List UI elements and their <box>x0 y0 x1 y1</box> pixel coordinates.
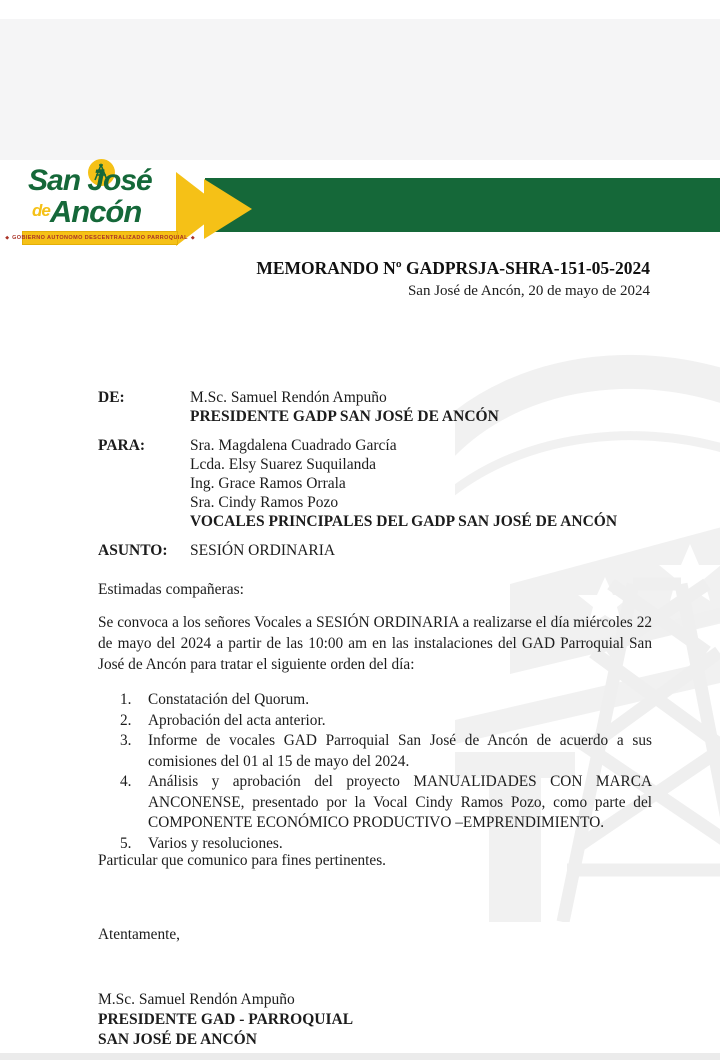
field-de-lines <box>190 388 499 426</box>
logo-name-line1-text: San José <box>28 164 152 197</box>
agenda-item-2: Aprobación del acta anterior. <box>148 711 326 729</box>
field-label-de: DE: <box>98 389 125 406</box>
de-name: M.Sc. Samuel Rendón Ampuño <box>190 389 387 406</box>
field-row-de <box>98 388 658 426</box>
field-asunto-lines <box>190 541 335 560</box>
ancon-logo <box>5 164 195 245</box>
agenda-item-4: Análisis y aprobación del proyecto MANUALIDADES CON MARCA ANCONENSE, presentado por la Vocal Cindy Ramos Pozo, como parte del COMPONENTE ECONÓMICO PRODUCTIVO –EMPRENDIMIENTO. <box>148 773 652 831</box>
asunto-value: SESIÓN ORDINARIA <box>190 542 336 559</box>
para-recipient-1: Sra. Magdalena Cuadrado García <box>190 437 397 454</box>
para-recipients-title: VOCALES PRINCIPALES DEL GADP SAN JOSÉ DE ANCÓN <box>190 513 618 530</box>
agenda-item-5: Varios y resoluciones. <box>148 834 283 852</box>
signature-name: M.Sc. Samuel Rendón Ampuño <box>98 991 295 1008</box>
green-banner-bar <box>205 178 720 232</box>
salutation: Estimadas compañeras: <box>98 581 244 598</box>
para-recipient-4: Sra. Cindy Ramos Pozo <box>190 494 339 511</box>
bottom-edge-strip <box>0 1053 720 1060</box>
logo-name-line2 <box>22 194 178 229</box>
agenda-item-3: Informe de vocales GAD Parroquial San José de Ancón de acuerdo a sus comisiones del 01 al 15 de mayo del 2024. <box>148 732 652 770</box>
logo-de-text: de <box>32 201 50 220</box>
banner-diamond-left-icon: ◆ <box>5 234 10 241</box>
para-recipient-3: Ing. Grace Ramos Orrala <box>190 475 346 492</box>
memo-title: MEMORANDO Nº GADPRSJA-SHRA-151-05-2024 <box>256 258 650 278</box>
agenda-item-1: Constatación del Quorum. <box>148 691 310 708</box>
memo-fields <box>98 388 658 570</box>
signature-title-1: PRESIDENTE GAD - PARROQUIAL <box>98 1011 354 1028</box>
memo-head <box>98 258 650 300</box>
banner-diamond-right-icon: ◆ <box>190 234 195 241</box>
field-row-para <box>98 436 658 531</box>
logo-gov-banner-text: GOBIERNO AUTONOMO DESCENTRALIZADO PARROQUIAL <box>12 235 188 241</box>
closing-line: Particular que comunico para fines pertinentes. <box>98 852 386 869</box>
logo-ancon-text: Ancón <box>49 194 142 229</box>
memo-date: San José de Ancón, 20 de mayo de 2024 <box>407 283 650 299</box>
farewell: Atentamente, <box>98 926 180 943</box>
para-recipient-2: Lcda. Elsy Suarez Suquilanda <box>190 456 376 473</box>
signature-block <box>98 990 353 1050</box>
logo-gov-banner <box>5 231 195 245</box>
logo-name-line1 <box>22 166 178 196</box>
intro-paragraph: Se convoca a los señores Vocales a SESIÓN ORDINARIA a realizarse el día miércoles 22 de mayo del 2024 a partir de las 10:00 am en las instalaciones del GAD Parroquial San José de Ancón para tratar el siguiente orden del día: <box>98 614 652 673</box>
agenda-list <box>120 690 652 854</box>
signature-title-2: SAN JOSÉ DE ANCÓN <box>98 1031 257 1048</box>
header-gray-band <box>0 19 720 160</box>
field-label-para: PARA: <box>98 437 146 454</box>
field-label-asunto: ASUNTO: <box>98 542 168 559</box>
field-para-lines <box>190 436 617 531</box>
de-title: PRESIDENTE GADP SAN JOSÉ DE ANCÓN <box>190 408 499 425</box>
field-row-asunto <box>98 541 658 560</box>
